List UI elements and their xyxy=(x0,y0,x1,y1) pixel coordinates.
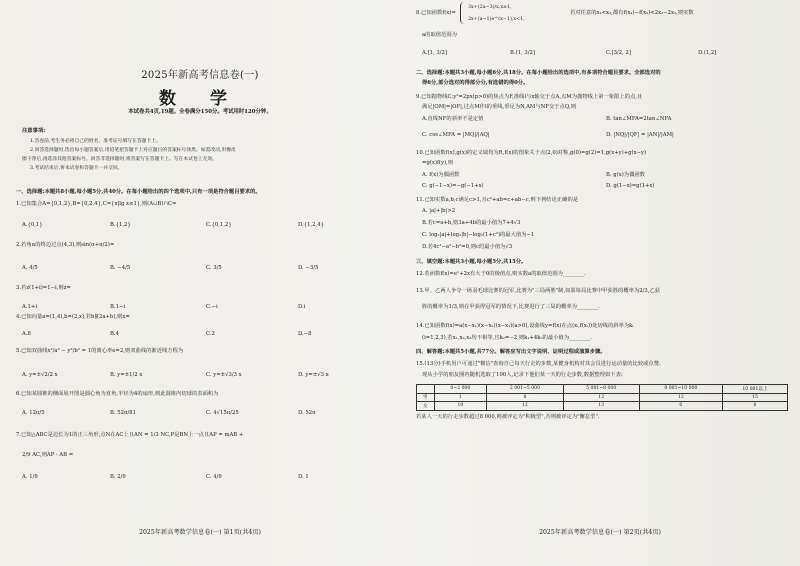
question-8-cont: a的取值范围为 xyxy=(422,32,457,38)
section-1-heading: 一、选择题:本题共8小题,每小题5分,共40分。在每小题给出的四个选项中,只有一项是符合题目要求的。 xyxy=(16,189,261,195)
option-a: A.1+i xyxy=(22,304,38,310)
table-cell: 10 xyxy=(434,402,487,411)
question-15-note: 若某人一天的行走步数超过8 000,则被评定为"积极型",否则被评定为"懈怠型". xyxy=(416,414,600,420)
option-a: A. |a|+|b|>2 xyxy=(422,208,456,214)
table-cell: 女 xyxy=(417,402,435,411)
question-10: 10.已知函数f(x),g(x)的定义域均为R,f(x)的图象关于点(2,0)对称,g(0)=g(2)=1,g(x+y)+g(x−y) xyxy=(416,150,647,156)
option-b: B.1−i xyxy=(110,304,126,310)
option-a: A.8 xyxy=(22,331,31,337)
question-13-cont: 胜的概率为1/3,则在甲获得冠军的情况下,比赛进行了三局的概率为________. xyxy=(422,304,600,310)
option-d: D.(1,2] xyxy=(698,50,717,56)
table-header-cell: 8 001~10 000 xyxy=(639,385,722,394)
option-c: C.−i xyxy=(206,304,218,310)
table-header-cell: 10 001以上 xyxy=(722,385,787,394)
option-b: B. tan∠MFA=2tan∠NFA xyxy=(606,116,672,122)
table-cell: 13 xyxy=(563,402,639,411)
option-a: A. y=±√2/2 x xyxy=(22,372,58,378)
option-b: B.(1, 3/2] xyxy=(510,50,535,56)
question-6: 6.已知某圆锥的侧面展开图是圆心角为直角,半径为4的扇形,则此圆锥内切球的表面积为 xyxy=(16,391,219,397)
question-11: 11.已知实数a,b,c满足c>1,且c²+ab=c+ab−c,则下列结论正确的是 xyxy=(416,197,579,203)
question-14: 14.已知函数f(x)=a(x−x₁)(x−x₂)(x−x₃)(a>0),设曲线y=f(x)在点(xᵢ,f(xᵢ))处切线的斜率为kᵢ xyxy=(416,323,634,329)
table-header-cell: 5 001~8 000 xyxy=(563,385,639,394)
option-a: A.{0,1} xyxy=(22,222,43,228)
option-b: B.4 xyxy=(110,331,119,337)
table-cell: 1 xyxy=(434,393,487,402)
option-c: C. 4/9 xyxy=(206,474,222,480)
option-d: D.i xyxy=(298,304,306,310)
option-d: D. −3/5 xyxy=(298,265,319,271)
option-b: B.若c=a+b,则3a+4b的最小值为7+4√3 xyxy=(422,220,521,226)
steps-table xyxy=(416,384,788,411)
page-footer: 2025年新高考数学信息卷(一) 第2页(共4页) xyxy=(539,529,661,536)
question-9: 9.已知抛物线C:y²=2px(p>0)的焦点为F,准线l与x轴交于点A,点M为抛物线上第一象限上的点,且 xyxy=(416,94,643,100)
option-b: B.{1,2} xyxy=(110,222,131,228)
table-header-row xyxy=(417,385,788,394)
option-c: C. 4√15π/25 xyxy=(206,410,239,416)
question-13: 13.甲、乙两人争夺一场羽毛球比赛的冠军,比赛为"三局两胜"制,如果每局比赛中甲获胜的概率为2/3,乙获 xyxy=(416,288,661,294)
table-cell: 15 xyxy=(722,393,787,402)
option-b: B. y=±1/2 x xyxy=(110,372,143,378)
piecewise-case-2: 2x+(a−1)e^(x−1),x<1, xyxy=(468,17,525,22)
question-8: 8.已知函数f(x)= xyxy=(416,10,456,16)
question-9-cont: 满足|OM|=|OF|,过点M作l的垂线,垂足为N,AM与NF交于点Q,则 xyxy=(422,104,576,110)
option-d: D. |NQ|/|QF| = |AN|/|AM| xyxy=(606,132,674,138)
question-4: 4.已知向量a=(1,4),b=(2,x),若b∥(2a+b),则x= xyxy=(16,314,130,320)
option-a: A.直线NF的斜率不是定值 xyxy=(422,116,484,122)
option-c: C. log₂|a|+log₂|b|−log₂(1+c²)的最大值为−1 xyxy=(422,232,535,238)
option-c: C.{0,1,2} xyxy=(206,222,232,228)
option-b: B. 2/9 xyxy=(110,474,126,480)
notice-line: 2.回答选择题时,选出每小题答案后,用铅笔把答题卡上对应题目的答案标号涂黑。如需改动,用橡皮 xyxy=(30,148,236,153)
table-cell: 12 xyxy=(563,393,639,402)
question-3: 3.若z(1+i)=1−i,则z= xyxy=(16,285,71,291)
option-d: D. g(1−x)=g(1+x) xyxy=(606,183,655,189)
table-cell: 12 xyxy=(639,393,722,402)
section-3-heading: 三、填空题:本题共3小题,每小题5分,共15分。 xyxy=(416,259,527,265)
option-d: D. y=±√3 x xyxy=(298,372,329,378)
question-1: 1.已知集合A={0,1,2},B={0,2,4},C={x|lg x≤1},则(A∪B)∩C= xyxy=(16,201,177,207)
question-7-cont: 2/9 AC,则AP · AB = xyxy=(22,452,74,458)
section-2-heading-cont: 得6分,部分选对的得部分分,有选错的得0分。 xyxy=(422,80,529,86)
notice-line: 3.考试结束后,将本试卷和答题卡一并交回。 xyxy=(30,166,123,171)
option-d: D. 52π xyxy=(298,410,316,416)
option-a: A. 4/5 xyxy=(22,265,38,271)
question-15: 15.(13分)手机用户可通过"微信"查询自己每天行走的步数,某健身机构对其会员进行运动量的比较或点赞. xyxy=(416,361,661,367)
notice-line: 擦干净后,再选涂其他答案标号。回答非选择题时,将答案写在答题卡上。写在本试卷上无效。 xyxy=(22,157,217,162)
option-c: C. 3/5 xyxy=(206,265,222,271)
table-cell: 6 xyxy=(722,402,787,411)
table-cell: 男 xyxy=(417,393,435,402)
option-d: D.{1,2,4} xyxy=(298,222,324,228)
table-cell: 12 xyxy=(487,402,563,411)
section-4-heading: 四、解答题:本题共5小题,共77分。解答应写出文字说明、证明过程或演算步骤。 xyxy=(416,349,606,355)
notice-title: 注意事项: xyxy=(22,128,46,134)
option-c: C.2 xyxy=(206,331,215,337)
table-cell: 8 xyxy=(487,393,563,402)
option-a: A. 1/9 xyxy=(22,474,38,480)
exam-title: 2025年新高考信息卷(一) xyxy=(141,70,259,81)
page-footer: 2025年新高考数学信息卷(一) 第1页(共4页) xyxy=(139,529,261,536)
exam-info: 本试卷共4页,19题。全卷满分150分。考试用时120分钟。 xyxy=(128,109,272,115)
question-10-cont: =g(x)f(y),则 xyxy=(422,160,454,166)
piecewise-brace xyxy=(460,2,466,24)
option-d: D.−8 xyxy=(298,331,312,337)
question-2: 2.若角α的终边过点(4,3),则sin(α+π/2)= xyxy=(16,242,115,248)
option-c: C. cos∠MFA = |MQ|/|AQ| xyxy=(422,132,490,138)
option-b: B. −4/5 xyxy=(110,265,131,271)
table-row xyxy=(417,393,788,402)
option-c: C. y=±√3/3 x xyxy=(206,372,242,378)
option-a: A. 12π/5 xyxy=(22,410,45,416)
page-2 xyxy=(400,0,800,566)
notice-line: 1.答卷前,考生务必将自己的姓名、准考证号填写在答题卡上。 xyxy=(30,139,161,144)
option-b: B. 52π/81 xyxy=(110,410,137,416)
table-header-cell: 2 001~5 000 xyxy=(487,385,563,394)
option-d: D. 1 xyxy=(298,474,309,480)
table-cell: 6 xyxy=(639,402,722,411)
question-12: 12.若函数f(x)=eˣ+2x有大于0的极值点,则实数a的取值范围为________. xyxy=(416,271,586,277)
question-14-cont: (i=1,2,3),若x₁,x₂,x₃均不相等,且k₂=−2,则k₁+4k₃的最小值为________. xyxy=(422,335,592,341)
option-b: B. g(x)为偶函数 xyxy=(606,172,645,178)
table-row xyxy=(417,402,788,411)
subject-title: 数 学 xyxy=(159,89,241,109)
option-c: C.[3/2, 2] xyxy=(606,50,631,56)
question-8-cont: 若对任意的x₁<x₂,都有f(x₁)−f(x₂)<2x₁−2x₂,则实数 xyxy=(570,10,694,16)
question-15-cont: 现从小学的朋友圈内随机选取了100人,记录下他们某一天的行走步数,数据整理如下表: xyxy=(422,372,623,378)
section-2-heading: 二、选择题:本题共3小题,每小题6分,共18分。在每小题给出的选项中,有多项符合题目要求。全部选对的 xyxy=(416,70,661,76)
table-header-cell: 0~2 000 xyxy=(434,385,487,394)
piecewise-case-1: 3x+(2a−3)/x,x≥1, xyxy=(468,5,512,10)
option-a: A. f(x)为偶函数 xyxy=(422,172,460,178)
option-c: C. g(−1−x)=−g(−1+x) xyxy=(422,183,484,189)
table-header-cell xyxy=(417,385,435,394)
question-7: 7.已知△ABC是边长为1的正三角形,点N在AC上且AN = 1/3 NC,P是BN上一点且AP = mAB + xyxy=(16,432,244,438)
option-a: A.[1, 3/2] xyxy=(422,50,447,56)
option-d: D.若4c²−a²−b²=0,则c的最小值为√3 xyxy=(422,244,513,250)
question-5: 5.已知双曲线x²/a² − y²/b² = 1的离心率e=2,则双曲线的渐近线方程为 xyxy=(16,348,184,354)
